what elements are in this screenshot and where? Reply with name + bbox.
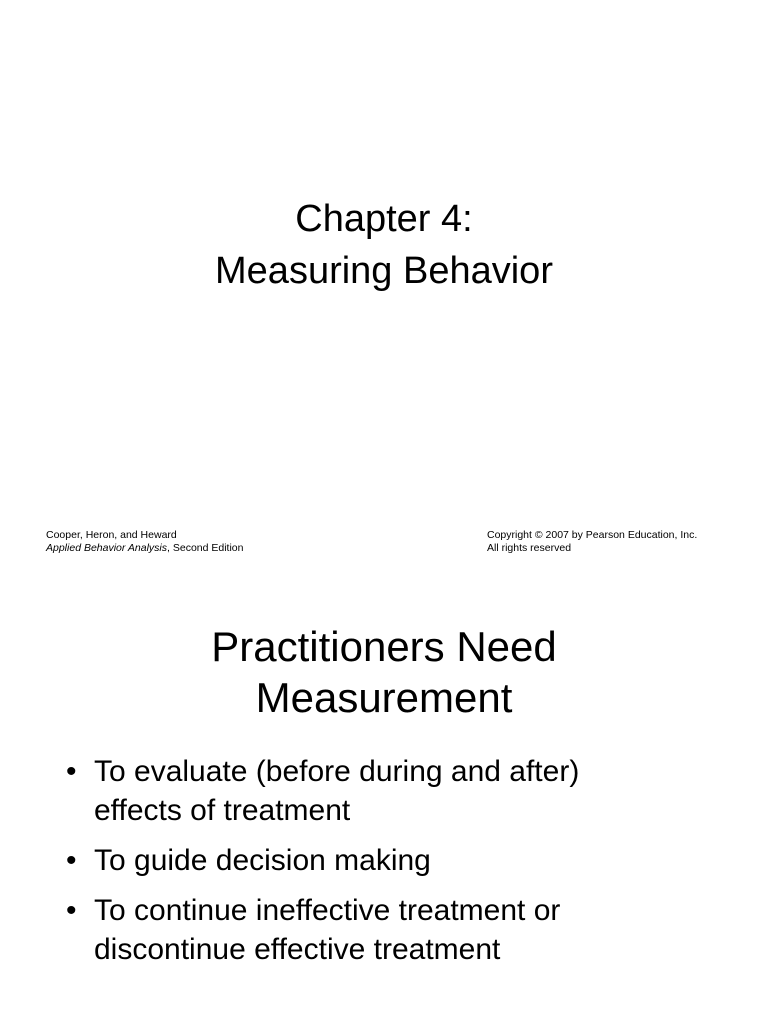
footer-citation (46, 529, 243, 555)
slide-1-title-line: Measuring Behavior (215, 250, 553, 292)
footer-edition: , Second Edition (167, 542, 244, 554)
bullet-item (66, 891, 756, 969)
footer-copyright: Copyright © 2007 by Pearson Education, Inc. (487, 529, 698, 541)
bullet-dot-icon: • (66, 755, 77, 788)
bullet-text-line: To evaluate (before during and after) (94, 755, 580, 788)
slide-2-title-line: Practitioners Need (211, 623, 557, 670)
slide-2-title-line: Measurement (255, 674, 513, 721)
bullet-text-line: To continue ineffective treatment or (94, 894, 561, 927)
footer-book (46, 542, 243, 555)
slide-2-title (0, 621, 768, 723)
footer-copyright-block (487, 529, 697, 555)
bullet-text-line: discontinue effective treatment (94, 933, 501, 966)
footer-book-title: Applied Behavior Analysis (46, 542, 168, 554)
slide-2 (0, 576, 768, 1024)
bullet-text-line: To guide decision making (94, 844, 431, 877)
bullet-text-line: effects of treatment (94, 794, 351, 827)
slide-1-title-line: Chapter 4: (295, 198, 473, 240)
slide-1-title (0, 193, 768, 297)
footer-authors: Cooper, Heron, and Heward (46, 529, 177, 541)
bullet-dot-icon: • (66, 894, 77, 927)
bullet-item (66, 841, 756, 880)
bullet-dot-icon: • (66, 844, 77, 877)
bullet-item (66, 752, 756, 830)
bullet-list (66, 752, 756, 980)
footer-rights: All rights reserved (487, 542, 572, 554)
